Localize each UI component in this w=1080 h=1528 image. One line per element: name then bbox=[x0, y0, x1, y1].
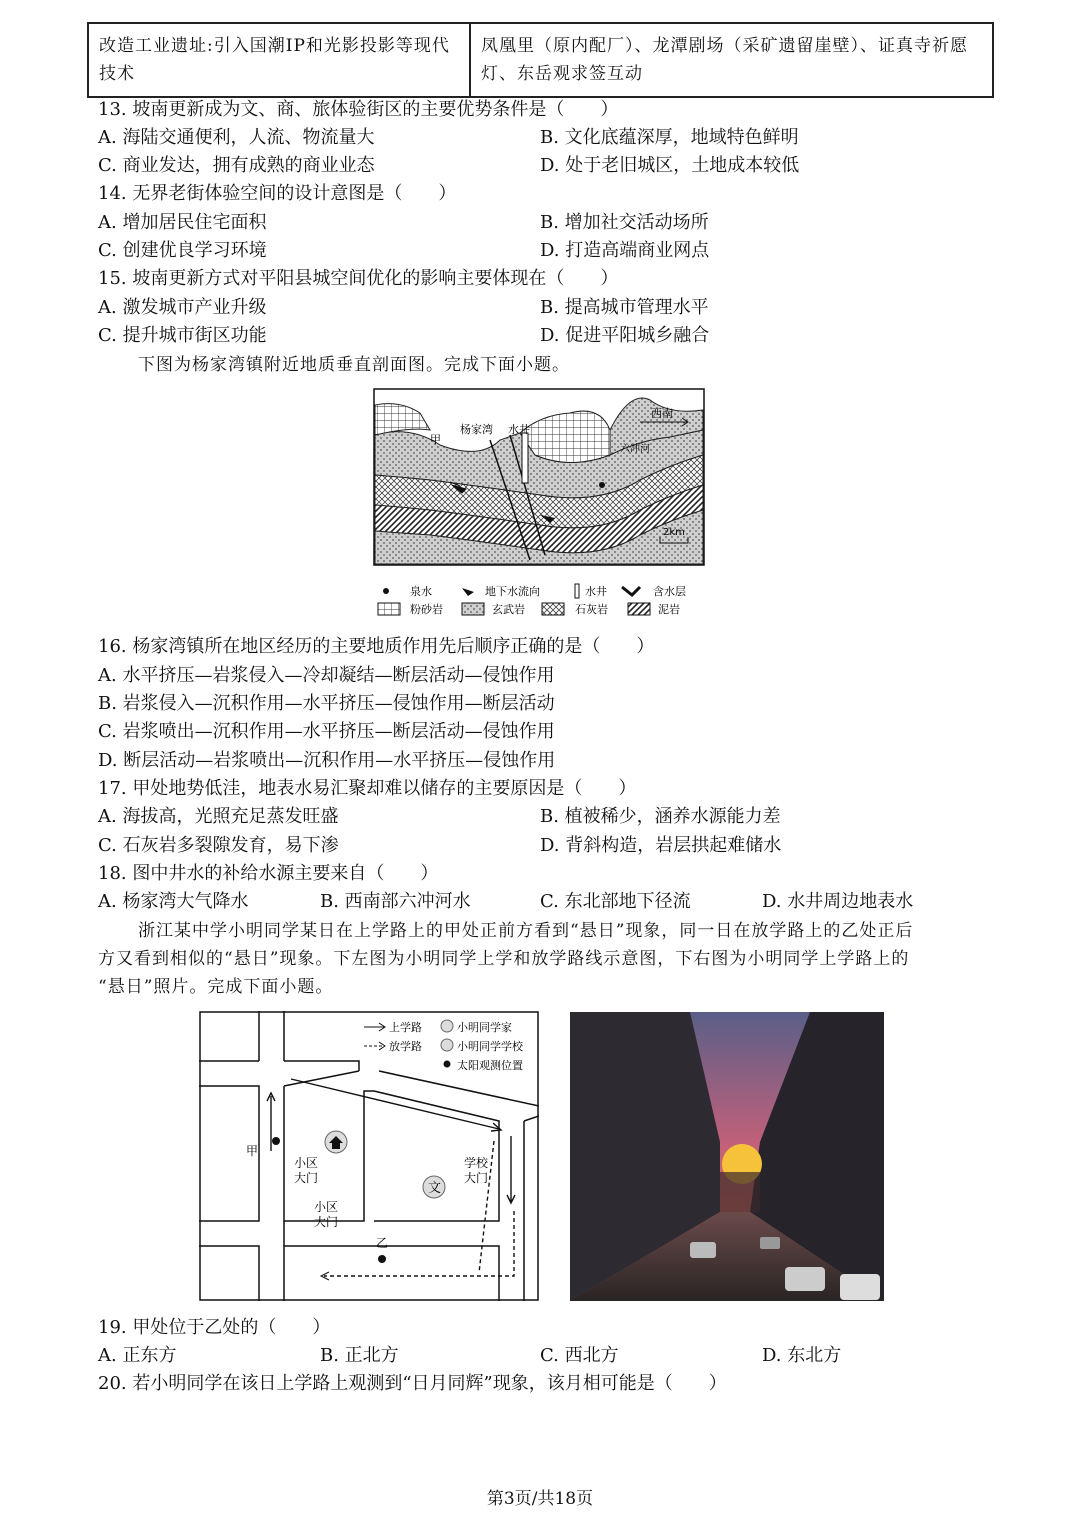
svg-text:大门: 大门 bbox=[294, 1171, 319, 1185]
sunset-photo bbox=[570, 1012, 884, 1301]
route-map bbox=[199, 1011, 539, 1301]
geology-cross-section bbox=[370, 385, 710, 625]
q17-option-b: B. 植被稀少，涵养水源能力差 bbox=[540, 806, 781, 827]
svg-text:泉水: 泉水 bbox=[410, 585, 432, 598]
intro-geology: 下图为杨家湾镇附近地质垂直剖面图。完成下面小题。 bbox=[138, 355, 570, 375]
q16-option-b: B. 岩浆侵入—沉积作用—水平挤压—侵蚀作用—断层活动 bbox=[98, 693, 555, 714]
q17-stem: 17. 甲处地势低洼，地表水易汇聚却难以储存的主要原因是（ ） bbox=[98, 778, 637, 799]
svg-text:小明同学家: 小明同学家 bbox=[457, 1021, 512, 1034]
school-glyph: 文 bbox=[428, 1181, 442, 1196]
svg-text:学校: 学校 bbox=[464, 1156, 489, 1170]
q15-option-d: D. 促进平阳城乡融合 bbox=[540, 325, 710, 346]
q14-option-c: C. 创建优良学习环境 bbox=[98, 240, 267, 261]
q19-option-a: A. 正东方 bbox=[98, 1345, 177, 1366]
table-cell-left: 改造工业遗址:引入国潮IP和光影投影等现代技术 bbox=[88, 23, 470, 97]
info-table bbox=[87, 22, 994, 98]
page-footer: 第3页/共18页 bbox=[486, 1489, 594, 1509]
svg-text:水井: 水井 bbox=[508, 423, 530, 436]
q13-option-a: A. 海陆交通便利，人流、物流量大 bbox=[98, 127, 375, 148]
svg-text:乙: 乙 bbox=[376, 1236, 389, 1250]
svg-text:大门: 大门 bbox=[464, 1171, 489, 1185]
q18-option-b: B. 西南部六冲河水 bbox=[320, 891, 471, 912]
svg-text:小区: 小区 bbox=[294, 1156, 319, 1170]
svg-text:水井: 水井 bbox=[585, 585, 607, 598]
q18-option-a: A. 杨家湾大气降水 bbox=[98, 891, 249, 912]
q16-option-d: D. 断层活动—岩浆喷出—沉积作用—水平挤压—侵蚀作用 bbox=[98, 750, 556, 771]
q13-stem: 13. 坡南更新成为文、商、旅体验街区的主要优势条件是（ ） bbox=[98, 99, 619, 120]
q16-option-a: A. 水平挤压—岩浆侵入—冷却凝结—断层活动—侵蚀作用 bbox=[98, 665, 555, 686]
q15-stem: 15. 坡南更新方式对平阳县城空间优化的影响主要体现在（ ） bbox=[98, 268, 619, 289]
q13-option-b: B. 文化底蕴深厚，地域特色鲜明 bbox=[540, 127, 799, 148]
svg-text:石灰岩: 石灰岩 bbox=[575, 603, 608, 616]
q15-option-a: A. 激发城市产业升级 bbox=[98, 297, 267, 318]
svg-text:玄武岩: 玄武岩 bbox=[492, 603, 525, 616]
svg-text:小明同学学校: 小明同学学校 bbox=[457, 1040, 523, 1053]
svg-text:放学路: 放学路 bbox=[389, 1040, 422, 1053]
q14-option-d: D. 打造高端商业网点 bbox=[540, 240, 710, 261]
svg-text:大门: 大门 bbox=[314, 1215, 339, 1229]
svg-text:2km: 2km bbox=[663, 527, 685, 538]
intro-sun-line3: “悬日”照片。完成下面小题。 bbox=[98, 977, 334, 997]
q16-stem: 16. 杨家湾镇所在地区经历的主要地质作用先后顺序正确的是（ ） bbox=[98, 636, 655, 657]
q17-option-c: C. 石灰岩多裂隙发育，易下渗 bbox=[98, 835, 339, 856]
svg-text:西南: 西南 bbox=[651, 407, 673, 420]
svg-text:泥岩: 泥岩 bbox=[658, 603, 680, 616]
intro-sun-line2: 方又看到相似的“悬日”现象。下左图为小明同学上学和放学路线示意图，下右图为小明同学上学路上的 bbox=[98, 949, 910, 969]
q20-stem: 20. 若小明同学在该日上学路上观测到“日月同辉”现象，该月相可能是（ ） bbox=[98, 1373, 727, 1394]
q14-stem: 14. 无界老街体验空间的设计意图是（ ） bbox=[98, 183, 457, 204]
q17-option-a: A. 海拔高，光照充足蒸发旺盛 bbox=[98, 806, 339, 827]
q14-option-a: A. 增加居民住宅面积 bbox=[98, 212, 267, 233]
q15-option-c: C. 提升城市街区功能 bbox=[98, 325, 267, 346]
q16-option-c: C. 岩浆喷出—沉积作用—水平挤压—断层活动—侵蚀作用 bbox=[98, 721, 555, 742]
svg-text:含水层: 含水层 bbox=[653, 585, 686, 598]
q18-option-c: C. 东北部地下径流 bbox=[540, 891, 691, 912]
svg-text:甲: 甲 bbox=[246, 1144, 259, 1158]
q13-option-d: D. 处于老旧城区，土地成本较低 bbox=[540, 155, 800, 176]
table-cell-right: 凤凰里（原内配厂）、龙潭剧场（采矿遗留崖壁）、证真寺祈愿灯、东岳观求签互动 bbox=[470, 23, 993, 97]
svg-text:六冲河: 六冲河 bbox=[620, 444, 650, 455]
svg-text:地下水流向: 地下水流向 bbox=[485, 585, 540, 598]
intro-sun-line1: 浙江某中学小明同学某日在上学路上的甲处正前方看到“悬日”现象，同一日在放学路上的乙处正后 bbox=[138, 921, 914, 941]
q19-option-c: C. 西北方 bbox=[540, 1345, 619, 1366]
svg-text:太阳观测位置: 太阳观测位置 bbox=[457, 1059, 523, 1072]
svg-text:杨家湾: 杨家湾 bbox=[460, 423, 493, 436]
q17-option-d: D. 背斜构造，岩层拱起难储水 bbox=[540, 835, 782, 856]
svg-text:上学路: 上学路 bbox=[389, 1021, 422, 1034]
q13-option-c: C. 商业发达，拥有成熟的商业业态 bbox=[98, 155, 375, 176]
q14-option-b: B. 增加社交活动场所 bbox=[540, 212, 709, 233]
q19-stem: 19. 甲处位于乙处的（ ） bbox=[98, 1317, 331, 1338]
svg-text:甲: 甲 bbox=[430, 433, 441, 446]
q18-stem: 18. 图中井水的补给水源主要来自（ ） bbox=[98, 863, 439, 884]
q19-option-d: D. 东北方 bbox=[762, 1345, 842, 1366]
q15-option-b: B. 提高城市管理水平 bbox=[540, 297, 709, 318]
svg-text:粉砂岩: 粉砂岩 bbox=[410, 603, 443, 616]
svg-text:小区: 小区 bbox=[314, 1200, 339, 1214]
q19-option-b: B. 正北方 bbox=[320, 1345, 399, 1366]
q18-option-d: D. 水井周边地表水 bbox=[762, 891, 914, 912]
